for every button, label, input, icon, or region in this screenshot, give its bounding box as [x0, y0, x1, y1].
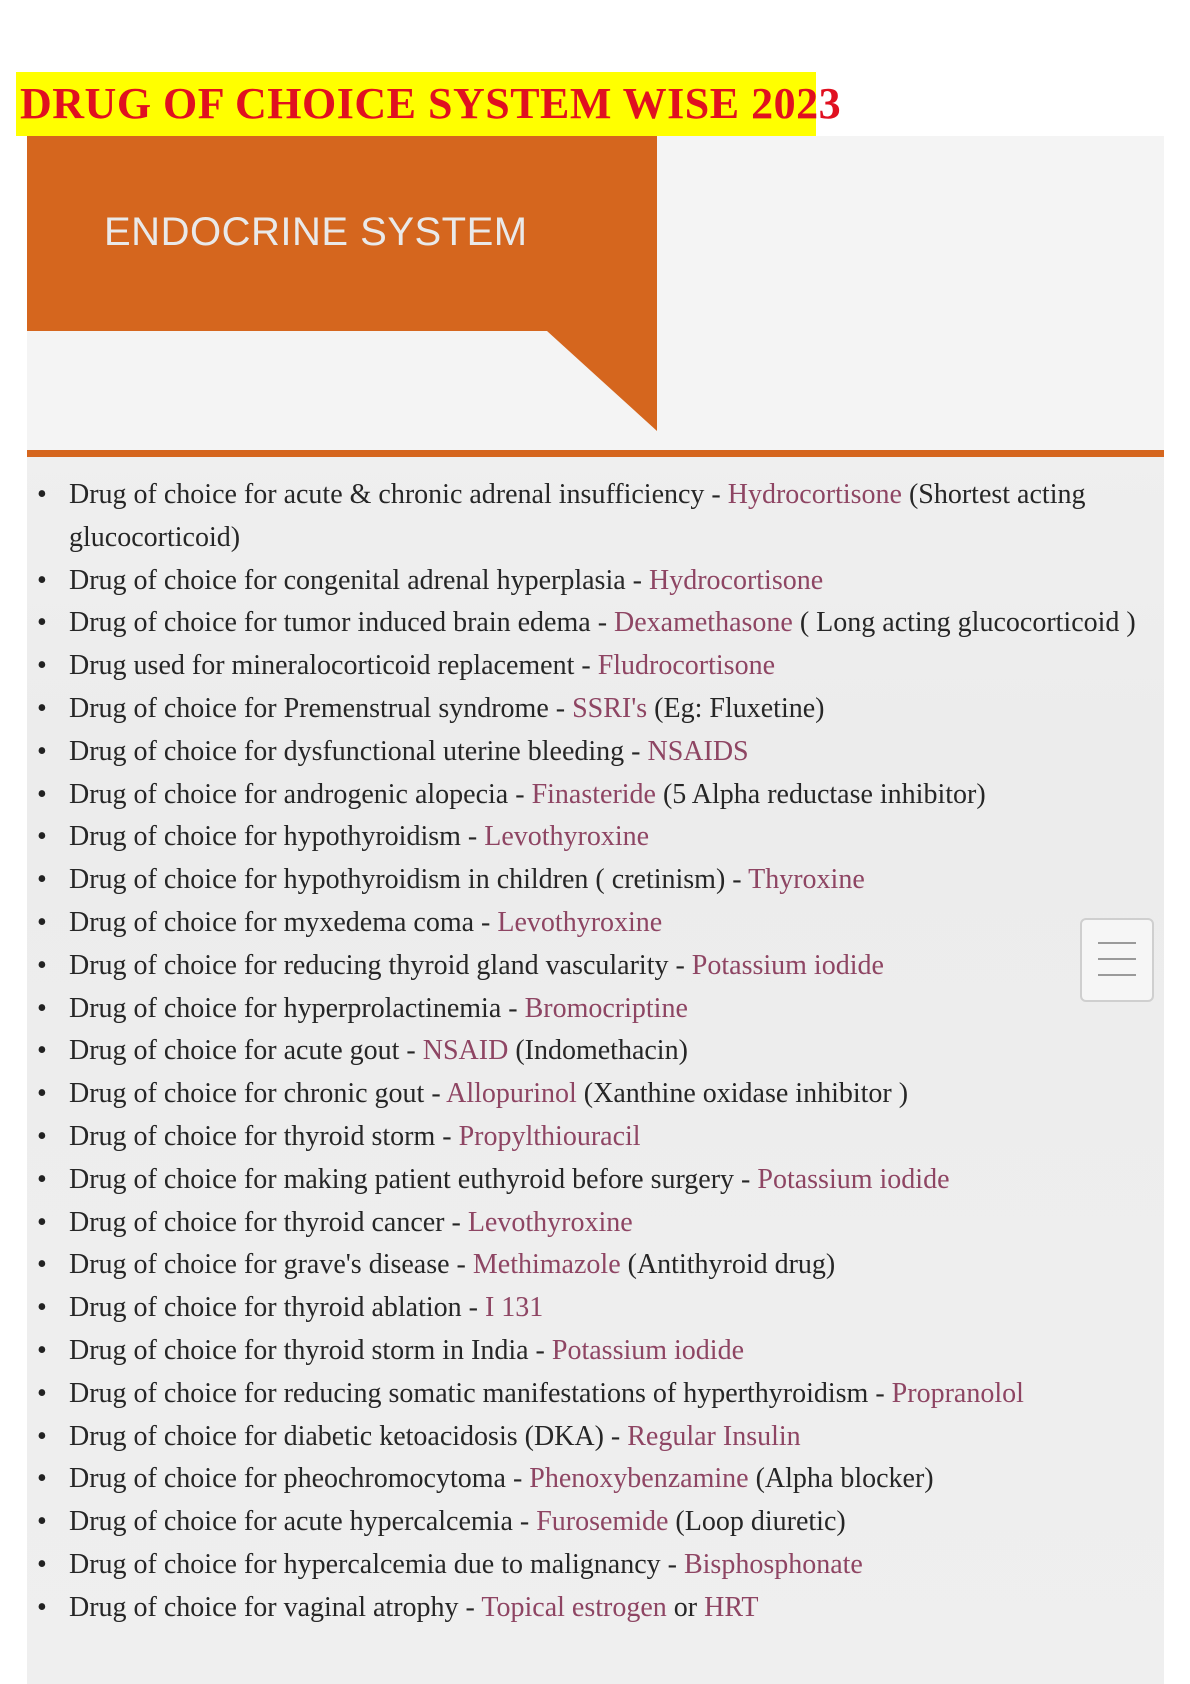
drug-list [37, 474, 1157, 1630]
item-text: Drug of choice for reducing thyroid gland vascularity - [69, 949, 685, 981]
header-divider [27, 450, 1164, 457]
orange-header-shape [27, 136, 727, 456]
bullet-icon: • [37, 1292, 47, 1324]
drug-name: Regular Insulin [627, 1420, 801, 1452]
drug-name: NSAIDS [647, 735, 749, 767]
drug-note: (Xanthine oxidase inhibitor ) [576, 1078, 909, 1110]
bullet-icon: • [37, 1078, 47, 1110]
drug-name: Phenoxybenzamine [529, 1463, 749, 1495]
drug-note: or [666, 1591, 705, 1623]
drug-note: (Indomethacin) [508, 1035, 688, 1067]
bullet-icon: • [37, 864, 47, 896]
drug-name: Levothyroxine [467, 1206, 633, 1238]
item-text: Drug of choice for making patient euthyroid before surgery - [69, 1163, 751, 1195]
item-text: Drug of choice for tumor induced brain edema - [69, 607, 608, 639]
item-text: Drug of choice for pheochromocytoma - [69, 1463, 523, 1495]
drug-name: Finasteride [531, 778, 656, 810]
list-item [37, 602, 1157, 645]
list-item [37, 1159, 1157, 1202]
list-item [37, 474, 1157, 560]
list-item [37, 560, 1157, 603]
item-text: Drug of choice for dysfunctional uterine bleeding - [69, 735, 641, 767]
drug-name: Dexamethasone [614, 607, 793, 639]
bullet-icon: • [37, 479, 47, 510]
bullet-icon: • [37, 1591, 47, 1623]
item-text: Drug of choice for vaginal atrophy - [69, 1591, 475, 1623]
drug-name: Potassium iodide [757, 1163, 950, 1195]
list-item [37, 1073, 1157, 1116]
content-card [27, 136, 1164, 1684]
drug-name: Levothyroxine [484, 821, 650, 853]
drug-name-alt: HRT [704, 1591, 759, 1623]
drug-name: Levothyroxine [497, 906, 663, 938]
list-item [37, 816, 1157, 859]
drug-name: Propranolol [891, 1377, 1024, 1409]
item-text: Drug of choice for hypothyroidism - [69, 821, 478, 853]
bullet-icon: • [37, 1463, 47, 1495]
drug-note: (5 Alpha reductase inhibitor) [655, 778, 986, 810]
item-text: Drug of choice for chronic gout - [69, 1078, 441, 1110]
bullet-icon: • [37, 821, 47, 853]
bullet-icon: • [37, 607, 47, 639]
bullet-icon: • [37, 1035, 47, 1067]
item-text: Drug used for mineralocorticoid replacement - [69, 650, 591, 682]
list-item [37, 1416, 1157, 1459]
list-item [37, 731, 1157, 774]
drug-name: Bisphosphonate [683, 1548, 863, 1580]
list-item [37, 1544, 1157, 1587]
bullet-icon: • [37, 1377, 47, 1409]
drug-name: Fludrocortisone [597, 650, 775, 682]
item-text: Drug of choice for hyperprolactinemia - [69, 992, 518, 1024]
list-item [37, 902, 1157, 945]
item-text: Drug of choice for acute & chronic adrenal insufficiency - [69, 479, 721, 510]
bullet-icon: • [37, 735, 47, 767]
section-title: ENDOCRINE SYSTEM [104, 210, 528, 254]
bullet-icon: • [37, 1120, 47, 1152]
list-item [37, 645, 1157, 688]
list-item [37, 1587, 1157, 1630]
list-item [37, 988, 1157, 1031]
list-item [37, 945, 1157, 988]
item-text: Drug of choice for hypothyroidism in children ( cretinism) - [69, 864, 742, 896]
bullet-icon: • [37, 1506, 47, 1538]
list-item [37, 1202, 1157, 1245]
bullet-icon: • [37, 778, 47, 810]
drug-name: Potassium iodide [551, 1334, 745, 1366]
drug-note: (Loop diuretic) [668, 1506, 846, 1538]
bullet-icon: • [37, 906, 47, 938]
bullet-icon: • [37, 949, 47, 981]
bullet-icon: • [37, 1420, 47, 1452]
item-text: Drug of choice for myxedema coma - [69, 906, 491, 938]
drug-name: Topical estrogen [481, 1591, 667, 1623]
item-text: Drug of choice for acute hypercalcemia - [69, 1506, 530, 1538]
item-text: Drug of choice for thyroid ablation - [69, 1292, 478, 1324]
drug-note: (Alpha blocker) [748, 1463, 934, 1495]
drug-note: (Shortest acting glucocorticoid) [69, 479, 1086, 553]
item-text: Drug of choice for androgenic alopecia - [69, 778, 525, 810]
list-item [37, 774, 1157, 817]
item-text: Drug of choice for diabetic ketoacidosis (DKA) - [69, 1420, 621, 1452]
drug-name: Furosemide [536, 1506, 669, 1538]
bullet-icon: • [37, 1548, 47, 1580]
bullet-icon: • [37, 564, 47, 596]
bullet-icon: • [37, 692, 47, 724]
list-item [37, 1030, 1157, 1073]
title-banner [16, 72, 842, 136]
drug-note: (Antithyroid drug) [620, 1249, 836, 1281]
item-text: Drug of choice for thyroid cancer - [69, 1206, 461, 1238]
drug-note: (Eg: Fluxetine) [647, 692, 825, 724]
list-item [37, 1373, 1157, 1416]
drug-name: Thyroxine [748, 864, 865, 896]
item-text: Drug of choice for reducing somatic manifestations of hyperthyroidism - [69, 1377, 885, 1409]
item-text: Drug of choice for hypercalcemia due to malignancy - [69, 1548, 677, 1580]
bullet-icon: • [37, 650, 47, 682]
drug-note: ( Long acting glucocorticoid ) [792, 607, 1136, 639]
drug-name: I 131 [484, 1292, 544, 1324]
drug-name: Propylthiouracil [458, 1120, 641, 1152]
list-item [37, 1458, 1157, 1501]
drug-name: Allopurinol [446, 1078, 577, 1110]
bullet-icon: • [37, 992, 47, 1024]
bullet-icon: • [37, 1334, 47, 1366]
hamburger-menu-icon[interactable] [1080, 918, 1154, 1002]
list-item [37, 1244, 1157, 1287]
list-item [37, 1330, 1157, 1373]
bullet-icon: • [37, 1206, 47, 1238]
list-item [37, 1501, 1157, 1544]
drug-name: NSAID [422, 1035, 509, 1067]
list-item [37, 1287, 1157, 1330]
item-text: Drug of choice for grave's disease - [69, 1249, 466, 1281]
drug-name: Potassium iodide [691, 949, 884, 981]
bullet-icon: • [37, 1249, 47, 1281]
item-text: Drug of choice for congenital adrenal hyperplasia - [69, 564, 642, 596]
drug-name: Bromocriptine [524, 992, 688, 1024]
list-item [37, 1116, 1157, 1159]
bullet-icon: • [37, 1163, 47, 1195]
banner-title: DRUG OF CHOICE SYSTEM WISE 2023 [20, 79, 842, 128]
item-text: Drug of choice for Premenstrual syndrome - [69, 692, 566, 724]
list-item [37, 859, 1157, 902]
drug-name: Hydrocortisone [727, 479, 902, 510]
item-text: Drug of choice for acute gout - [69, 1035, 416, 1067]
drug-name: Methimazole [472, 1249, 621, 1281]
drug-name: Hydrocortisone [648, 564, 824, 596]
item-text: Drug of choice for thyroid storm - [69, 1120, 452, 1152]
list-item [37, 688, 1157, 731]
item-text: Drug of choice for thyroid storm in India - [69, 1334, 545, 1366]
drug-name: SSRI's [572, 692, 648, 724]
